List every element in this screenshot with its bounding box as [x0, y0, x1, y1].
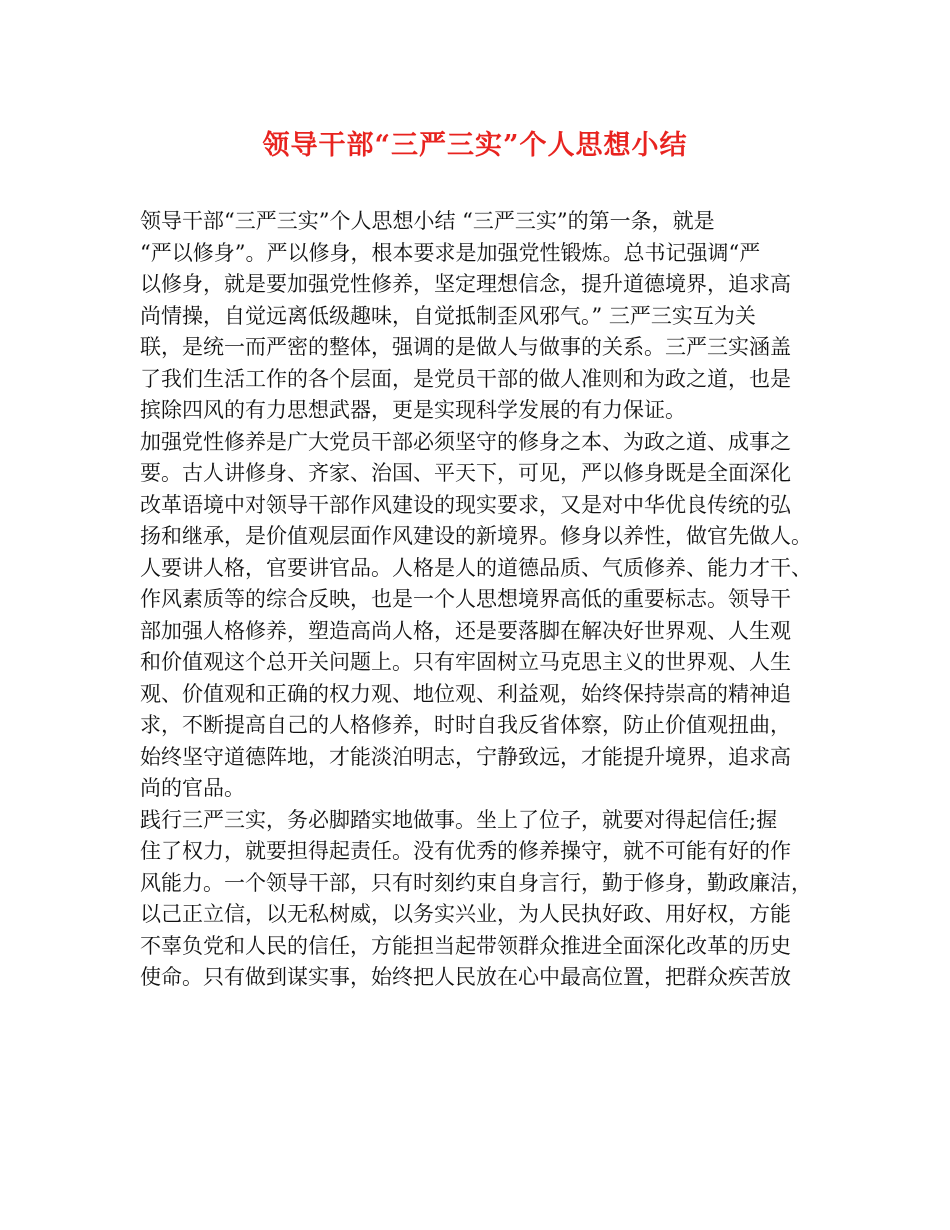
text-line: 领导干部“三严三实”个人思想小结 “三严三实”的第一条，就是 [140, 209, 715, 233]
text-line: 联，是统一而严密的整体，强调的是做人与做事的关系。三严三实涵盖 [140, 335, 791, 359]
text-line: 住了权力，就要担得起责任。没有优秀的修养操守，就不可能有好的作 [140, 839, 791, 863]
text-line: 始终坚守道德阵地，才能淡泊明志，宁静致远，才能提升境界，追求高 [140, 744, 791, 769]
text-line: 以己正立信，以无私树威，以务实兴业，为人民执好政、用好权，方能 [140, 902, 791, 926]
text-line: 和价值观这个总开关问题上。只有牢固树立马克思主义的世界观、人生 [140, 650, 791, 674]
text-line: 了我们生活工作的各个层面，是党员干部的做人准则和为政之道，也是 [140, 366, 791, 391]
text-line: 风能力。一个领导干部，只有时刻约束自身言行，勤于修身，勤政廉洁， [140, 870, 812, 895]
text-line: 以修身，就是要加强党性修养，坚定理想信念，提升道德境界，追求高 [140, 272, 791, 296]
text-line: “严以修身”。严以修身，根本要求是加强党性锻炼。总书记强调“严 [140, 240, 761, 265]
text-line: 不辜负党和人民的信任，方能担当起带领群众推进全面深化改革的历史 [140, 933, 791, 958]
text-line: 摈除四风的有力思想武器，更是实现科学发展的有力保证。 [140, 398, 686, 422]
text-line: 求，不断提高自己的人格修养，时时自我反省体察，防止价值观扭曲， [140, 713, 791, 737]
text-line: 作风素质等的综合反映，也是一个人思想境界高低的重要标志。领导干 [140, 587, 791, 611]
text-line: 扬和继承，是价值观层面作风建设的新境界。修身以养性，做官先做人。 [140, 524, 812, 548]
text-line: 尚的官品。 [140, 776, 245, 800]
text-line: 加强党性修养是广大党员干部必须坚守的修身之本、为政之道、成事之 [140, 429, 791, 454]
text-line: 践行三严三实，务必脚踏实地做事。坐上了位子，就要对得起信任;握 [140, 807, 778, 832]
text-line: 人要讲人格，官要讲官品。人格是人的道德品质、气质修养、能力才干、 [140, 555, 812, 580]
text-line: 尚情操，自觉远离低级趣味，自觉抵制歪风邪气。” 三严三实互为关 [140, 303, 756, 328]
text-line: 改革语境中对领导干部作风建设的现实要求，又是对中华优良传统的弘 [140, 492, 791, 517]
text-line: 观、价值观和正确的权力观、地位观、利益观，始终保持崇高的精神追 [140, 681, 791, 706]
text-line: 部加强人格修养，塑造高尚人格，还是要落脚在解决好世界观、人生观 [140, 618, 791, 643]
document-title: 领导干部“三严三实”个人思想小结 [262, 130, 688, 161]
document-body [140, 206, 830, 994]
text-line: 使命。只有做到谋实事，始终把人民放在心中最高位置，把群众疾苦放 [140, 965, 791, 989]
text-line: 要。古人讲修身、齐家、治国、平天下，可见，严以修身既是全面深化 [140, 461, 791, 485]
